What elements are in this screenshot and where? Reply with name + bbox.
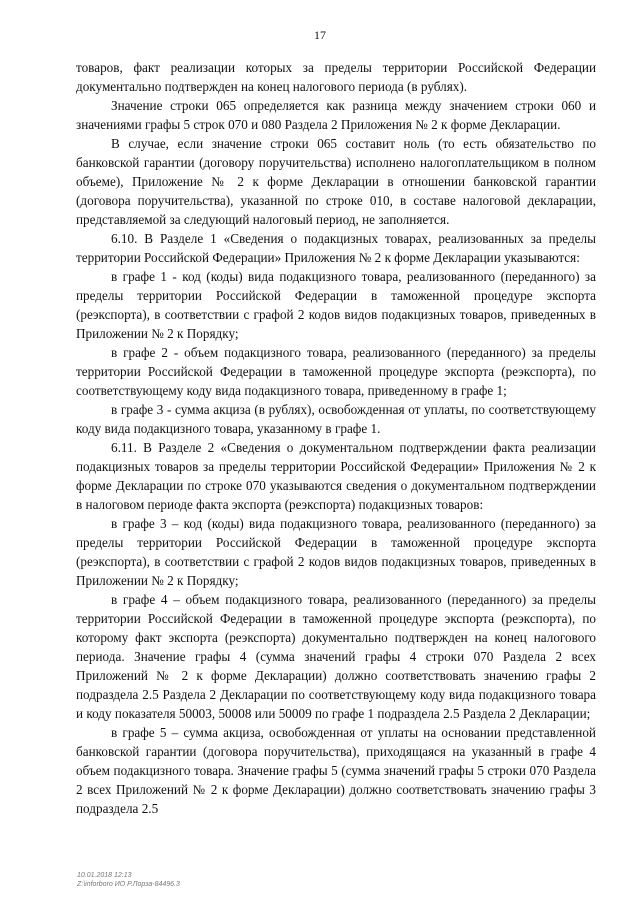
page-number: 17	[314, 28, 326, 42]
section-paragraph-6-10: 6.10. В Разделе 1 «Сведения о подакцизных товарах, реализованных за пределы территории Российской Федерации» Приложения № 2 к форме Декларации указываются:	[76, 231, 596, 265]
paragraph: в графе 3 – код (коды) вида подакцизного товара, реализованного (переданного) за пределы территории Российской Федерации в таможенной процедуре экспорта (реэкспорта), в соответствии с графой 2 кодов видов подакцизных товаров, приведенных в Приложении № 2 к Порядку;	[76, 516, 596, 588]
paragraph: Значение строки 065 определяется как разница между значением строки 060 и значениями графы 5 строк 070 и 080 Раздела 2 Приложения № 2 к форме Декларации.	[76, 98, 596, 132]
footer-file-path: Z:\inforboro ИО Р.Лорза-84496.3	[77, 881, 180, 888]
paragraph: в графе 2 - объем подакцизного товара, реализованного (переданного) за пределы территории Российской Федерации в таможенной процедуре экспорта (реэкспорта), по соответствующему коду вида подакцизного товара, приведенному в графе 1;	[76, 345, 596, 398]
section-paragraph-6-11: 6.11. В Разделе 2 «Сведения о документальном подтверждении факта реализации подакцизных товаров за пределы территории Российской Федерации» Приложения № 2 к форме Декларации по строке 070 указываются сведения о документальном подтверждении в налоговом периоде факта экспорта (реэкспорта) подакцизных товаров:	[76, 440, 596, 512]
document-body	[76, 58, 596, 818]
paragraph: в графе 3 - сумма акциза (в рублях), освобожденная от уплаты, по соответствующему коду вида подакцизного товара, указанному в графе 1.	[76, 402, 596, 436]
footer-timestamp: 10.01.2018 12:13	[77, 872, 132, 879]
paragraph: в графе 5 – сумма акциза, освобожденная от уплаты на основании представленной банковской гарантии (договора поручительства), приходящаяся на указанный в графе 4 объем подакцизного товара. Значение графы 5 (сумма значений графы 5 строки 070 Раздела 2 всех Приложений № 2 к форме Декларации) должно соответствовать значению графы 3 подраздела 2.5	[76, 725, 596, 816]
document-footer	[77, 871, 180, 889]
paragraph: в графе 4 – объем подакцизного товара, реализованного (переданного) за пределы территории Российской Федерации в таможенной процедуре экспорта (реэкспорта), по которому факт экспорта (реэкспорта) документально подтвержден на конец налогового периода. Значение графы 4 (сумма значений графы 4 строки 070 Раздела 2 всех Приложений № 2 к форме Декларации) должно соответствовать значению графы 2 подраздела 2.5 Раздела 2 Декларации по соответствующему коду вида подакцизного товара и коду показателя 50003, 50008 или 50009 по графе 1 подраздела 2.5 Раздела 2 Декларации;	[76, 592, 596, 721]
paragraph: товаров, факт реализации которых за пределы территории Российской Федерации документально подтвержден на конец налогового периода (в рублях).	[76, 60, 596, 94]
paragraph: В случае, если значение строки 065 составит ноль (то есть обязательство по банковской гарантии (договору поручительства) исполнено налогоплательщиком в полном объеме), Приложение № 2 к форме Декларации в отношении банковской гарантии (договора поручительства), указанной по строке 010, в составе налоговой декларации, представляемой за следующий налоговый период, не заполняется.	[76, 136, 596, 227]
paragraph: в графе 1 - код (коды) вида подакцизного товара, реализованного (переданного) за пределы территории Российской Федерации в таможенной процедуре экспорта (реэкспорта), в соответствии с графой 2 кодов видов подакцизных товаров, приведенных в Приложении № 2 к Порядку;	[76, 269, 596, 341]
